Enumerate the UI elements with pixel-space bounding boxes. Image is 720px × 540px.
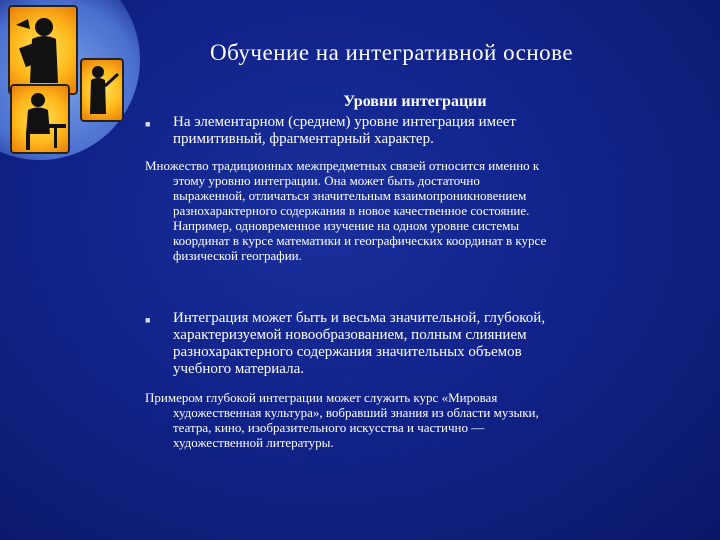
text-block-elementary	[173, 114, 516, 148]
text-line: этому уровню интеграции. Она может быть достаточно	[173, 173, 480, 188]
text-line: Примером глубокой интеграции может служить курс «Мировая	[145, 390, 498, 405]
text-block-deep-integration	[173, 310, 545, 378]
reader-silhouette-icon	[8, 5, 78, 95]
text-line: характеризуемой новообразованием, полным слиянием	[173, 327, 527, 343]
bullet-icon: ■	[145, 119, 151, 129]
text-line: Множество традиционных межпредметных связей относится именно к	[145, 158, 540, 173]
bullet-icon: ■	[145, 315, 151, 325]
text-line: разнохарактерного содержания в новое качественное состояние.	[173, 203, 530, 218]
text-line: художественная культура», вобравший знания из области музыки,	[173, 405, 539, 420]
text-line: примитивный, фрагментарный характер.	[173, 131, 434, 147]
teacher-silhouette-icon	[80, 58, 124, 122]
text-line: координат в курсе математики и географических координат в курсе	[173, 233, 547, 248]
slide-subtitle: Уровни интеграции	[343, 93, 487, 110]
text-line: художественной литературы.	[173, 435, 334, 450]
text-line: выраженной, отличаться значительным взаимопроникновением	[173, 188, 527, 203]
text-line: театра, кино, изобразительного искусства и частично —	[173, 420, 485, 435]
text-block-traditional-links	[145, 158, 546, 263]
slide-title: Обучение на интегративной основе	[210, 40, 574, 65]
text-line: Например, одновременное изучение на одном уровне системы	[173, 218, 520, 233]
text-line: разнохарактерного содержания значительных объемов	[173, 344, 522, 360]
text-block-example	[145, 390, 539, 450]
text-line: Интеграция может быть и весьма значительной, глубокой,	[173, 310, 546, 326]
student-at-desk-icon	[10, 84, 70, 154]
text-line: физической географии.	[173, 248, 302, 263]
text-line: На элементарном (среднем) уровне интеграция имеет	[173, 114, 516, 130]
text-line: учебного материала.	[173, 361, 304, 377]
